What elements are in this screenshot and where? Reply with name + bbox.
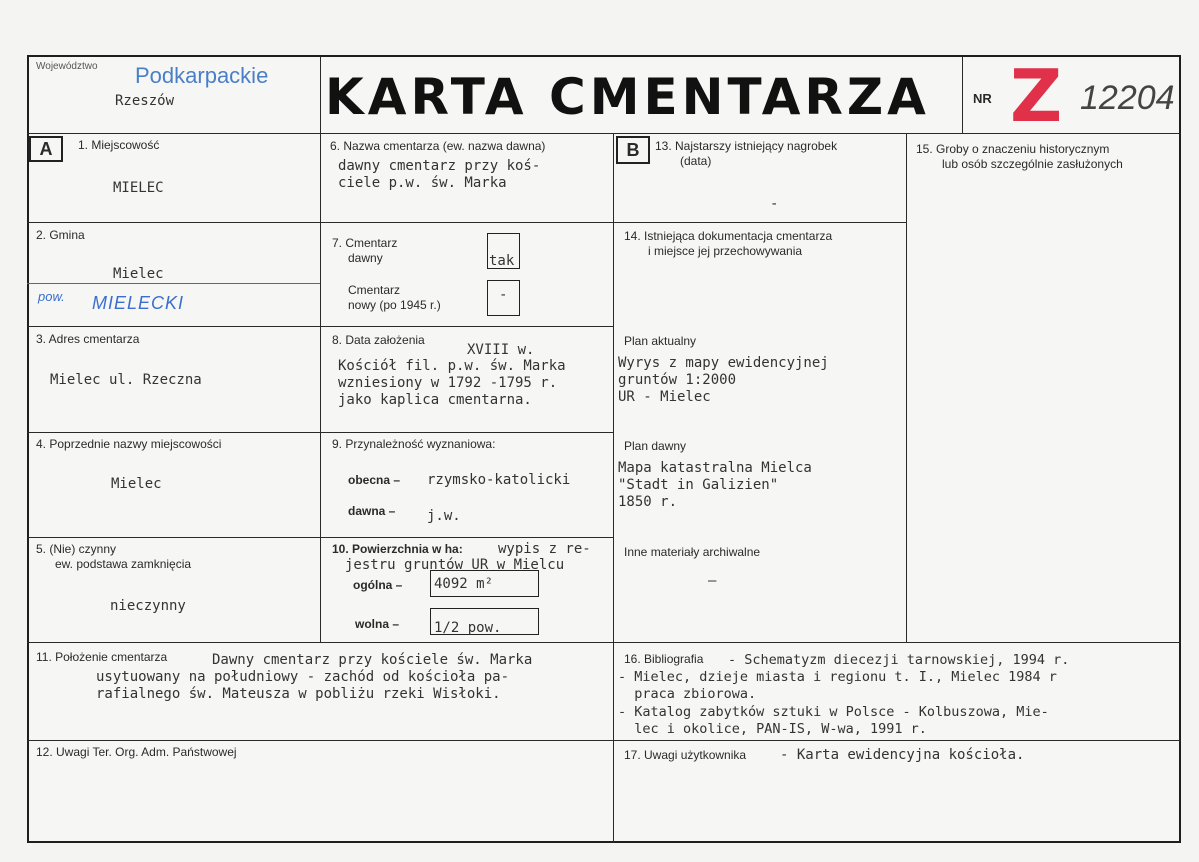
plan-aktualny-label: Plan aktualny (624, 334, 697, 348)
ogolna-label: ogólna – (353, 578, 403, 592)
field13-value: - (770, 196, 779, 212)
bibliography-line3: praca zbiorowa. (618, 686, 757, 702)
field11-line2: usytuowany na południowy - zachód od kościoła pa- (96, 669, 510, 685)
field15-label-sub: lub osób szczególnie zasłużonych (942, 157, 1123, 171)
obecna-label: obecna – (348, 473, 401, 487)
cmentarz-dawny-value: tak (489, 253, 515, 269)
wojewodztwo-label: Województwo (36, 61, 98, 72)
section-a-badge: A (29, 136, 63, 162)
divider (962, 57, 963, 133)
field16-label: 16. Bibliografia (624, 652, 704, 666)
field13-label: 13. Najstarszy istniejący nagrobek (655, 139, 838, 153)
obecna-value: rzymsko-katolicki (427, 472, 571, 488)
cmentarz-nowy-label: Cmentarz (348, 283, 401, 297)
field12-label: 12. Uwagi Ter. Org. Adm. Państwowej (36, 745, 237, 759)
field14-label-sub: i miejsce jej przechowywania (648, 244, 803, 258)
field8-line2: wzniesiony w 1792 -1795 r. (338, 375, 558, 391)
ogolna-value: 4092 m² (434, 576, 494, 592)
wolna-value: 1/2 pow. (434, 620, 502, 636)
bibliography-line1: - Schematyzm diecezji tarnowskiej, 1994 r. (728, 652, 1070, 668)
plan-aktualny-line3: UR - Mielec (618, 389, 711, 405)
field4-label: 4. Poprzednie nazwy miejscowości (36, 437, 222, 451)
field3-label: 3. Adres cmentarza (36, 332, 140, 346)
field8-label: 8. Data założenia (332, 333, 425, 347)
field8-line3: jako kaplica cmentarna. (338, 392, 532, 408)
bibliography-line4: - Katalog zabytków sztuki w Polsce - Kolbuszowa, Mie- (618, 704, 1049, 720)
field10-note2: jestru gruntów UR w Mielcu (345, 557, 565, 573)
field5-value: nieczynny (110, 598, 186, 614)
divider (320, 57, 321, 642)
field11-line3: rafialnego św. Mateusza w pobliżu rzeki Wisłoki. (96, 686, 501, 702)
divider (906, 133, 907, 642)
wolna-label: wolna – (355, 617, 400, 631)
divider (27, 642, 1181, 643)
field7-label: 7. Cmentarz (332, 236, 398, 250)
field11-line1: Dawny cmentarz przy kościele św. Marka (212, 652, 533, 668)
field9-label: 9. Przynależność wyznaniowa: (332, 437, 496, 451)
field11-label: 11. Położenie cmentarza (36, 650, 168, 664)
field3-value: Mielec ul. Rzeczna (50, 372, 202, 388)
field5-label-sub: ew. podstawa zamknięcia (55, 557, 192, 571)
plan-dawny-line3: 1850 r. (618, 494, 678, 510)
pow-label: pow. (38, 289, 65, 304)
plan-dawny-line2: "Stadt in Galizien" (618, 477, 779, 493)
dawna-value: j.w. (427, 508, 461, 524)
field10-label: 10. Powierzchnia w ha: (332, 542, 463, 556)
page-title: KARTA CMENTARZA (325, 68, 930, 126)
field1-value: MIELEC (113, 180, 164, 196)
pow-value: MIELECKI (92, 293, 185, 313)
nr-value: 12204 (1080, 79, 1175, 117)
field2-value: Mielec (113, 266, 164, 282)
divider (613, 133, 614, 843)
inne-materialy-value: — (708, 573, 717, 589)
plan-aktualny-line2: gruntów 1:2000 (618, 372, 737, 388)
wojewodztwo-stamp: Podkarpackie (135, 63, 269, 88)
divider (27, 740, 1181, 741)
field15-label: 15. Groby o znaczeniu historycznym (916, 142, 1110, 156)
cmentarz-nowy-value: - (499, 287, 508, 303)
cmentarz-nowy-label-sub: nowy (po 1945 r.) (348, 298, 441, 312)
nr-label: NR (973, 91, 992, 106)
field6-line1: dawny cmentarz przy koś- (338, 158, 541, 174)
inne-materialy-label: Inne materiały archiwalne (624, 545, 761, 559)
plan-aktualny-line1: Wyrys z mapy ewidencyjnej (618, 355, 829, 371)
field14-label: 14. Istniejąca dokumentacja cmentarza (624, 229, 833, 243)
divider-thin (27, 283, 320, 284)
field10-note1: wypis z re- (498, 541, 591, 557)
divider (27, 222, 907, 223)
plan-dawny-line1: Mapa katastralna Mielca (618, 460, 812, 476)
field4-value: Mielec (111, 476, 162, 492)
field7-label-sub: dawny (348, 251, 383, 265)
field1-label: 1. Miejscowość (78, 138, 160, 152)
divider (27, 133, 1181, 134)
field5-label: 5. (Nie) czynny (36, 542, 117, 556)
field2-label: 2. Gmina (36, 228, 85, 242)
bibliography-line5: lec i okolice, PAN-IS, W-wa, 1991 r. (618, 721, 927, 737)
field6-label: 6. Nazwa cmentarza (ew. nazwa dawna) (330, 139, 546, 153)
dawna-label: dawna – (348, 504, 396, 518)
field8-value: XVIII w. (467, 342, 535, 358)
field17-value: - Karta ewidencyjna kościoła. (780, 747, 1025, 763)
field17-label: 17. Uwagi użytkownika (624, 748, 747, 762)
field13-label-sub: (data) (680, 154, 712, 168)
field8-line1: Kościół fil. p.w. św. Marka (338, 358, 566, 374)
city-value: Rzeszów (115, 93, 175, 109)
nr-letter-stamp: Z (1010, 54, 1063, 138)
plan-dawny-label: Plan dawny (624, 439, 687, 453)
section-b-badge: B (616, 136, 650, 164)
bibliography-line2: - Mielec, dzieje miasta i regionu t. I., Mielec 1984 r (618, 669, 1057, 685)
field6-line2: ciele p.w. św. Marka (338, 175, 507, 191)
